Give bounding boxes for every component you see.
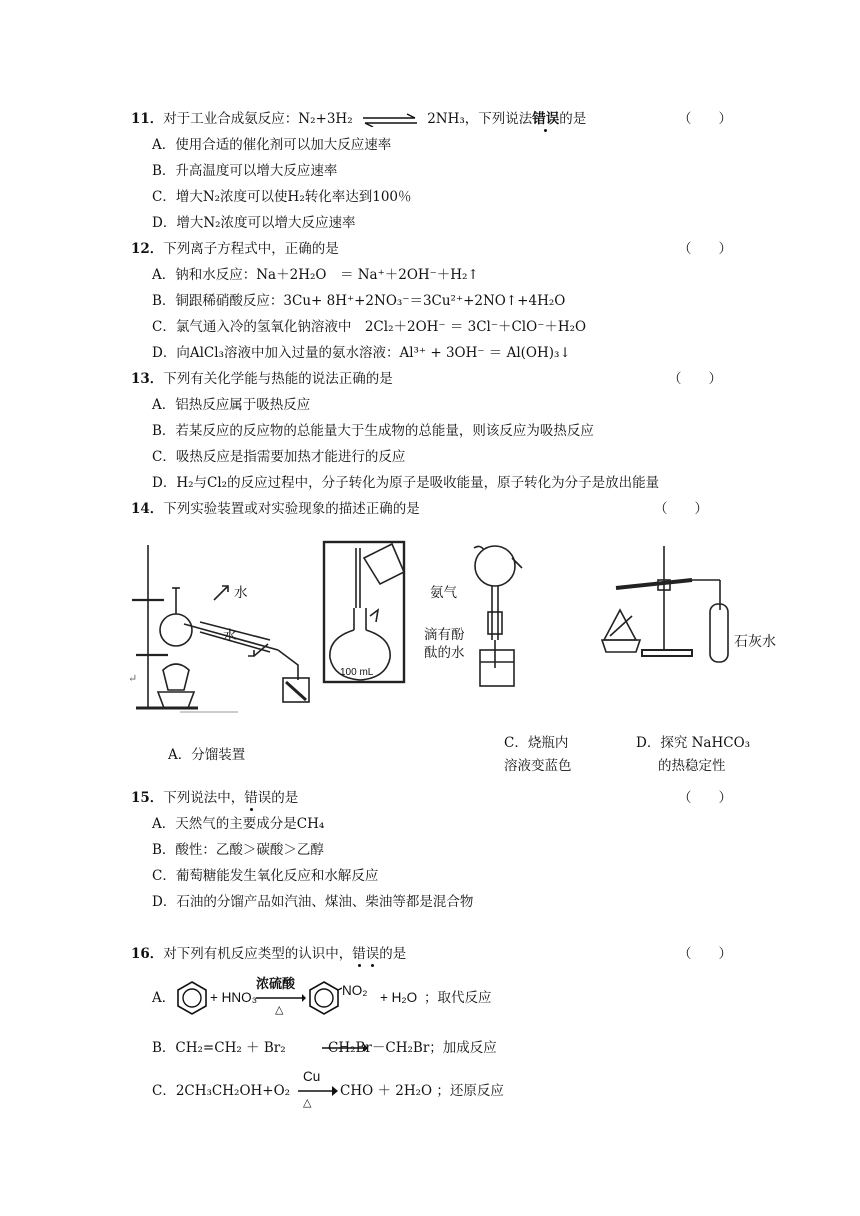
nitrobenzene-ring-icon xyxy=(306,980,342,1016)
q14-number: 14． xyxy=(131,501,164,517)
q16-option-b-right: CH₂Br－CH₂Br；加成反应 xyxy=(328,1040,497,1056)
q11-option-b: B．升高温度可以增大反应速率 xyxy=(152,163,338,179)
q13-stem-text: 下列有关化学能与热能的说法正确的是 xyxy=(163,371,393,387)
q16-option-a-product: NO₂ xyxy=(342,983,368,998)
q16-stem-part-c: 的是 xyxy=(379,946,407,962)
fig-d-caption-line-2: 的热稳定性 xyxy=(658,758,726,774)
q16-stem-keyword-1: 错 xyxy=(352,946,366,962)
fig-a-caption: A．分馏装置 xyxy=(168,747,246,763)
q16-option-a-byproduct: + H₂O xyxy=(380,990,418,1005)
q11-option-c: C．增大N₂浓度可以使H₂转化率达到100％ xyxy=(152,189,412,205)
q11-stem-part-b: 2NH₃，下列说法 xyxy=(427,111,533,127)
fig-a-water-label-top: 水 xyxy=(234,585,248,601)
benzene-ring-icon xyxy=(174,980,210,1016)
fig-a-water-label-bottom: 水 xyxy=(223,628,237,644)
nahco3-heating-figure xyxy=(596,540,746,670)
q15-number: 15． xyxy=(131,790,164,806)
q12-stem xyxy=(131,240,339,258)
q15-option-c: C．葡萄糖能发生氧化反应和水解反应 xyxy=(152,868,379,884)
q16-answer-bracket: （ ） xyxy=(678,946,732,962)
q12-option-d: D．向AlCl₃溶液中加入过量的氨水溶液：Al³⁺ + 3OH⁻ ＝ Al(OH)₃↓ xyxy=(152,345,571,361)
q14-stem-text: 下列实验装置或对实验现象的描述正确的是 xyxy=(163,501,420,517)
q16-option-c-right: CHO ＋ 2H₂O ；还原反应 xyxy=(340,1083,504,1099)
q11-option-a: A．使用合适的催化剂可以加大反应速率 xyxy=(152,137,392,153)
q11-stem-part-c: 的是 xyxy=(559,111,587,127)
q15-stem xyxy=(131,789,298,807)
q11-option-d: D．增大N₂浓度可以增大反应速率 xyxy=(152,215,356,231)
q16-number: 16． xyxy=(131,946,164,962)
q13-answer-bracket: （ ） xyxy=(668,371,722,387)
reversible-arrow-icon xyxy=(361,113,419,127)
q13-option-c: C．吸热反应是指需要加热才能进行的反应 xyxy=(152,449,406,465)
ammonia-fountain-figure xyxy=(420,540,530,690)
q16-option-a-label: A． xyxy=(152,990,176,1006)
q16-option-c-condition-top: Cu xyxy=(303,1069,321,1084)
q15-stem-part-a: 下列说法中， xyxy=(163,790,245,806)
q14-answer-bracket: （ ） xyxy=(654,501,708,517)
q15-stem-part-c: 误的是 xyxy=(257,790,299,806)
fig-c-phenol-label-2: 酞的水 xyxy=(424,645,465,660)
q12-option-c: C．氯气通入冷的氢氧化钠溶液中 2Cl₂＋2OH⁻ ＝ 3Cl⁻＋ClO⁻＋H₂O xyxy=(152,319,587,335)
fig-d-limewater-label: 石灰水 xyxy=(734,633,776,649)
q16-stem xyxy=(131,945,406,963)
q16-option-a-type: ；取代反应 xyxy=(424,990,492,1006)
fig-c-caption-line-2: 溶液变蓝色 xyxy=(504,758,572,774)
q16-option-a-condition-bottom: △ xyxy=(275,1003,284,1016)
q16-stem-keyword-2: 误 xyxy=(365,946,380,962)
q16-option-a-condition-top: 浓硫酸 xyxy=(256,976,296,991)
q14-stem xyxy=(131,500,420,518)
q13-stem xyxy=(131,370,393,388)
fig-d-caption-line-1: D．探究 NaHCO₃ xyxy=(636,735,751,751)
q16-stem-part-a: 对下列有机反应类型的认识中， xyxy=(163,946,353,962)
q16-option-c-left: C．2CH₃CH₂OH+O₂ xyxy=(152,1083,291,1099)
return-mark: ↵ xyxy=(128,672,138,685)
fig-c-ammonia-label: 氨气 xyxy=(430,585,457,600)
q16-option-b-left: B．CH₂=CH₂ ＋ Br₂ xyxy=(152,1040,286,1056)
q15-stem-keyword: 错 xyxy=(244,790,258,806)
q16-option-c-condition-bottom: △ xyxy=(303,1096,312,1109)
q11-stem-part-a: 对于工业合成氨反应：N₂+3H₂ xyxy=(163,111,353,127)
q11-answer-bracket: （ ） xyxy=(678,111,732,127)
q12-option-b: B．铜跟稀硝酸反应：3Cu+ 8H⁺+2NO₃⁻＝3Cu²⁺+2NO↑+4H₂O xyxy=(152,293,566,309)
q15-answer-bracket: （ ） xyxy=(678,790,732,806)
q12-number: 12． xyxy=(131,241,164,257)
q12-stem-text: 下列离子方程式中，正确的是 xyxy=(163,241,339,257)
q11-stem xyxy=(131,110,586,128)
q15-option-d: D．石油的分馏产品如汽油、煤油、柴油等都是混合物 xyxy=(152,894,474,910)
q15-option-b: B．酸性：乙酸＞碳酸＞乙醇 xyxy=(152,842,324,858)
fig-c-caption-line-1: C．烧瓶内 xyxy=(504,735,569,751)
q11-number: 11． xyxy=(131,111,164,127)
q16-option-a-reagent: + HNO₃ xyxy=(210,990,258,1005)
q11-stem-keyword: 错误 xyxy=(532,111,560,127)
fig-b-flask-volume: 100 mL xyxy=(340,667,374,678)
q12-option-a: A．钠和水反应：Na＋2H₂O ＝ Na⁺＋2OH⁻＋H₂↑ xyxy=(152,267,479,283)
q13-option-a: A．铝热反应属于吸热反应 xyxy=(152,397,311,413)
q13-option-b: B．若某反应的反应物的总能量大于生成物的总能量，则该反应为吸热反应 xyxy=(152,423,594,439)
q15-option-a: A．天然气的主要成分是CH₄ xyxy=(152,816,325,832)
fig-c-phenol-label-1: 滴有酚 xyxy=(424,627,465,642)
q13-number: 13． xyxy=(131,371,164,387)
q12-answer-bracket: （ ） xyxy=(678,241,732,257)
q13-option-d: D．H₂与Cl₂的反应过程中，分子转化为原子是吸收能量，原子转化为分子是放出能量 xyxy=(152,475,660,491)
